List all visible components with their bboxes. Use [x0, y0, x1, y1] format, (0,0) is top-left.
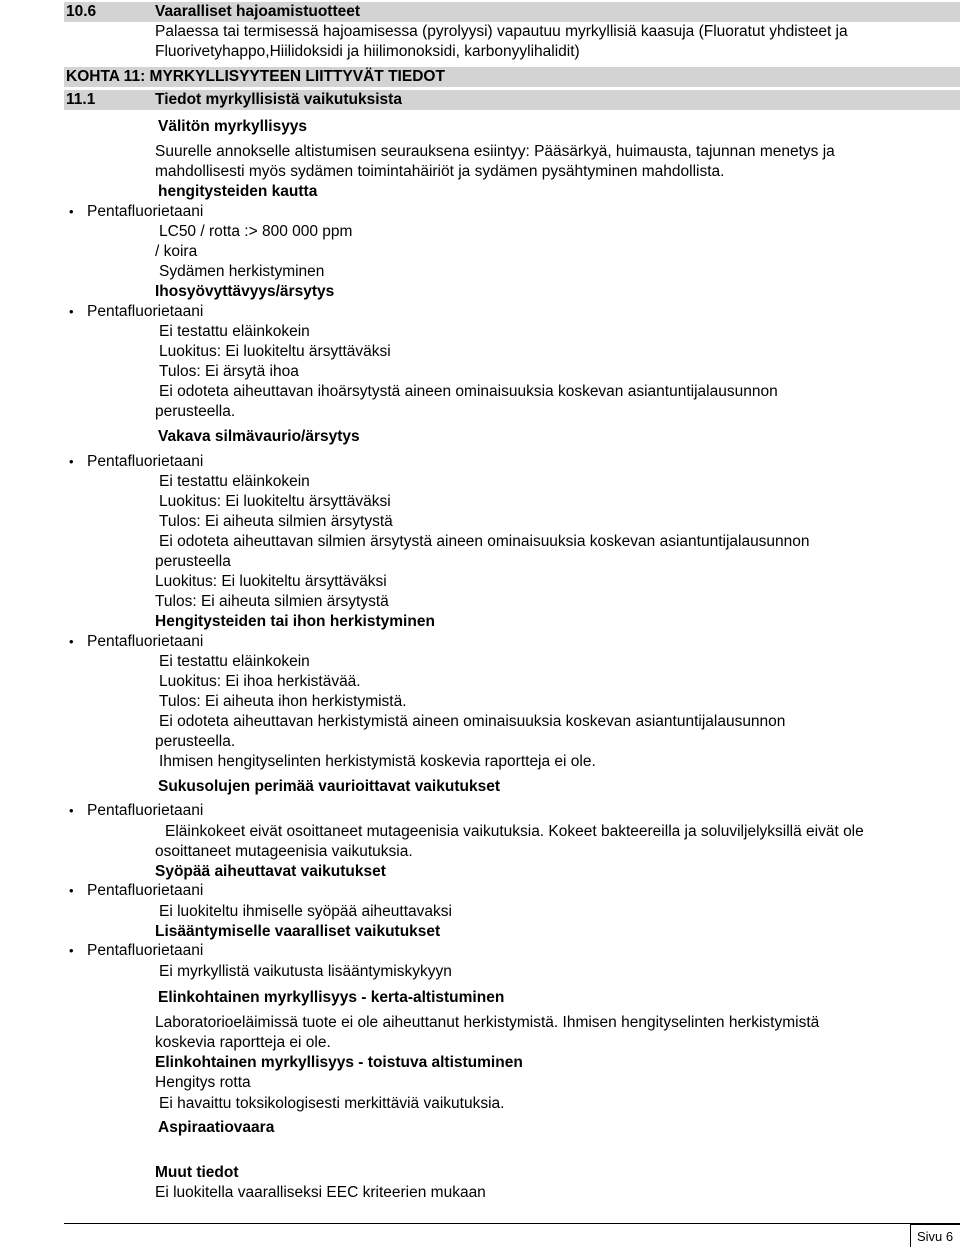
substance-name: Pentafluorietaani — [87, 942, 204, 959]
bullet-icon: • — [69, 883, 74, 898]
text-line: Ei luokiteltu ihmiselle syöpää aiheuttavaksi — [159, 903, 452, 920]
paragraph-line: Palaessa tai termisessä hajoamisessa (pyrolyysi) vapautuu myrkyllisiä kaasuja (Fluoratut yhdisteet ja — [155, 23, 848, 40]
text-line: Luokitus: Ei luokiteltu ärsyttäväksi — [155, 573, 387, 590]
bullet-icon: • — [69, 304, 74, 319]
text-line: Tulos: Ei aiheuta ihon herkistymistä. — [159, 693, 407, 710]
text-line: perusteella — [155, 553, 231, 570]
text-line: Ei odoteta aiheuttavan ihoärsytystä aineen ominaisuuksia koskevan asiantuntijalausunnon — [159, 383, 778, 400]
text-line: Laboratorioeläimissä tuote ei ole aiheuttanut herkistymistä. Ihmisen hengityselinten herkistymistä — [155, 1014, 820, 1031]
heading-eye-damage: Vakava silmävaurio/ärsytys — [158, 428, 360, 445]
text-line: Tulos: Ei aiheuta silmien ärsytystä — [159, 513, 393, 530]
footer-divider — [64, 1223, 960, 1224]
bullet-icon: • — [69, 204, 74, 219]
text-line: Luokitus: Ei luokiteltu ärsyttäväksi — [159, 493, 391, 510]
heading-stot-single: Elinkohtainen myrkyllisyys - kerta-altistuminen — [158, 989, 505, 1006]
paragraph-line: Suurelle annokselle altistumisen seurauksena esiintyy: Pääsärkyä, huimausta, tajunnan menetys ja — [155, 143, 835, 160]
text-line: Eläinkokeet eivät osoittaneet mutageenisia vaikutuksia. Kokeet bakteereilla ja soluviljelyksillä eivät ole — [165, 823, 864, 840]
text-line: Ei myrkyllistä vaikutusta lisääntymiskykyyn — [159, 963, 452, 980]
species-label: / koira — [155, 243, 198, 260]
subsection-number: 11.1 — [66, 91, 96, 108]
lc50-value: LC50 / rotta :> 800 000 ppm — [159, 223, 353, 240]
section-title: Vaaralliset hajoamistuotteet — [155, 3, 361, 20]
heading-carcinogenicity: Syöpää aiheuttavat vaikutukset — [155, 863, 386, 880]
substance-name: Pentafluorietaani — [87, 453, 204, 470]
text-line: Ei havaittu toksikologisesti merkittäviä vaikutuksia. — [159, 1095, 505, 1112]
heading-sensitization: Hengitysteiden tai ihon herkistyminen — [155, 613, 435, 630]
text-line: perusteella. — [155, 403, 236, 420]
text-line: koskevia raportteja ei ole. — [155, 1034, 331, 1051]
substance-name: Pentafluorietaani — [87, 802, 204, 819]
effect-label: Sydämen herkistyminen — [159, 263, 325, 280]
substance-name: Pentafluorietaani — [87, 633, 204, 650]
text-line: Hengitys rotta — [155, 1074, 251, 1091]
heading-stot-repeated: Elinkohtainen myrkyllisyys - toistuva altistuminen — [155, 1054, 523, 1071]
text-line: Ihmisen hengityselinten herkistymistä koskevia raportteja ei ole. — [159, 753, 596, 770]
bullet-icon: • — [69, 803, 74, 818]
text-line: Ei odoteta aiheuttavan herkistymistä aineen ominaisuuksia koskevan asiantuntijalausunnon — [159, 713, 786, 730]
bullet-icon: • — [69, 943, 74, 958]
text-line: Ei testattu eläinkokein — [159, 323, 310, 340]
heading-skin-corrosion: Ihosyövyttävyys/ärsytys — [155, 283, 335, 300]
text-line: osoittaneet mutageenisia vaikutuksia. — [155, 843, 413, 860]
text-line: Ei odoteta aiheuttavan silmien ärsytystä aineen ominaisuuksia koskevan asiantuntijalausunnon — [159, 533, 810, 550]
paragraph-line: Fluorivetyhappo,Hiilidoksidi ja hiilimonoksidi, karbonyylihalidit) — [155, 43, 580, 60]
text-line: perusteella. — [155, 733, 236, 750]
page-number: Sivu 6 — [917, 1229, 954, 1244]
text-line: Ei luokitella vaaralliseksi EEC kriteerien mukaan — [155, 1184, 486, 1201]
text-line: Ei testattu eläinkokein — [159, 653, 310, 670]
paragraph-line: mahdollisesti myös sydämen toimintahäiriöt ja sydämen pysähtyminen mahdollista. — [155, 163, 725, 180]
heading-other-information: Muut tiedot — [155, 1164, 239, 1181]
section-number: 10.6 — [66, 3, 97, 20]
route-label: hengitysteiden kautta — [158, 183, 318, 200]
text-line: Tulos: Ei aiheuta silmien ärsytystä — [155, 593, 389, 610]
section-11-title: KOHTA 11: MYRKYLLISYYTEEN LIITTYVÄT TIEDOT — [66, 68, 445, 85]
heading-acute-toxicity: Välitön myrkyllisyys — [158, 118, 308, 135]
text-line: Luokitus: Ei luokiteltu ärsyttäväksi — [159, 343, 391, 360]
text-line: Ei testattu eläinkokein — [159, 473, 310, 490]
substance-name: Pentafluorietaani — [87, 203, 204, 220]
text-line: Tulos: Ei ärsytä ihoa — [159, 363, 299, 380]
substance-name: Pentafluorietaani — [87, 303, 204, 320]
heading-aspiration-hazard: Aspiraatiovaara — [158, 1119, 275, 1136]
text-line: Luokitus: Ei ihoa herkistävää. — [159, 673, 361, 690]
heading-mutagenicity: Sukusolujen perimää vaurioittavat vaikutukset — [158, 778, 500, 795]
bullet-icon: • — [69, 634, 74, 649]
heading-reproductive-toxicity: Lisääntymiselle vaaralliset vaikutukset — [155, 923, 441, 940]
bullet-icon: • — [69, 454, 74, 469]
substance-name: Pentafluorietaani — [87, 882, 204, 899]
subsection-title: Tiedot myrkyllisistä vaikutuksista — [155, 91, 402, 108]
